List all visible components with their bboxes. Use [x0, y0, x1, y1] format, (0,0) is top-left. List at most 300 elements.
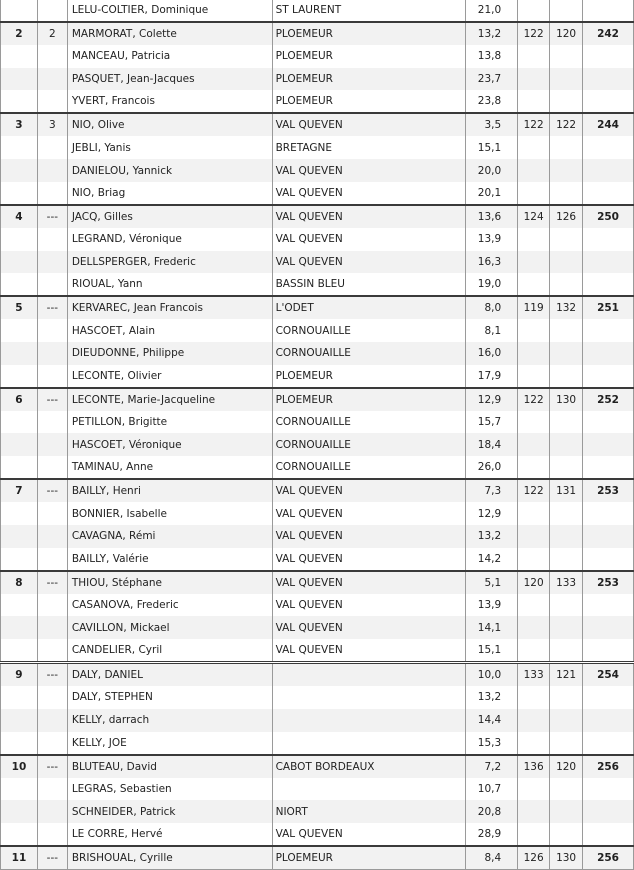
rank-cell — [1, 525, 38, 548]
club-name: VAL QUEVEN — [272, 616, 466, 639]
club-name: VAL QUEVEN — [272, 228, 466, 251]
rank-cell — [1, 136, 38, 159]
rank-cell — [1, 159, 38, 182]
round1-score — [518, 639, 550, 663]
table-row — [1, 616, 634, 639]
round2-score — [550, 548, 583, 571]
round2-score — [550, 136, 583, 159]
club-name: VAL QUEVEN — [272, 159, 466, 182]
table-row — [1, 68, 634, 91]
rank-cell — [1, 502, 38, 525]
player-name: JEBLI, Yanis — [67, 136, 272, 159]
player-name: LECONTE, Olivier — [67, 365, 272, 388]
table-row — [1, 342, 634, 365]
total-score — [583, 778, 634, 801]
table-row — [1, 594, 634, 617]
handicap-index: 10,0 — [466, 663, 518, 687]
rank-cell: 6 — [1, 388, 38, 411]
total-score — [583, 342, 634, 365]
player-name: HASCOET, Véronique — [67, 433, 272, 456]
rank-cell: 4 — [1, 205, 38, 228]
club-name — [272, 663, 466, 687]
rank-cell — [1, 686, 38, 709]
team-first-row — [1, 663, 634, 687]
round2-score — [550, 342, 583, 365]
team-first-row — [1, 22, 634, 45]
table-row — [1, 319, 634, 342]
round1-score: 119 — [518, 296, 550, 319]
rank-cell — [1, 778, 38, 801]
round2-score — [550, 90, 583, 113]
table-row — [1, 45, 634, 68]
round2-score — [550, 823, 583, 846]
round1-score — [518, 68, 550, 91]
previous-rank-cell — [37, 68, 67, 91]
round1-score: 120 — [518, 571, 550, 594]
previous-rank-cell: --- — [37, 755, 67, 778]
club-name: PLOEMEUR — [272, 388, 466, 411]
rank-cell — [1, 365, 38, 388]
player-name: HASCOET, Alain — [67, 319, 272, 342]
round2-score — [550, 616, 583, 639]
total-score — [583, 709, 634, 732]
round1-score: 133 — [518, 663, 550, 687]
player-name: MANCEAU, Patricia — [67, 45, 272, 68]
round1-score — [518, 502, 550, 525]
round1-score — [518, 159, 550, 182]
player-name: BLUTEAU, David — [67, 755, 272, 778]
handicap-index: 3,5 — [466, 113, 518, 136]
club-name: CORNOUAILLE — [272, 342, 466, 365]
team-first-row — [1, 205, 634, 228]
previous-rank-cell — [37, 525, 67, 548]
handicap-index: 7,3 — [466, 479, 518, 502]
player-name: KELLY, JOE — [67, 732, 272, 755]
table-row — [1, 365, 634, 388]
player-name: LEGRAS, Sebastien — [67, 778, 272, 801]
club-name: VAL QUEVEN — [272, 182, 466, 205]
total-score — [583, 800, 634, 823]
round1-score: 122 — [518, 388, 550, 411]
club-name: NIORT — [272, 800, 466, 823]
previous-rank-cell: --- — [37, 205, 67, 228]
previous-rank-cell — [37, 594, 67, 617]
total-score — [583, 90, 634, 113]
team-first-row — [1, 296, 634, 319]
team-first-row — [1, 846, 634, 870]
previous-rank-cell: --- — [37, 296, 67, 319]
handicap-index: 14,2 — [466, 548, 518, 571]
club-name: VAL QUEVEN — [272, 525, 466, 548]
round1-score — [518, 273, 550, 296]
round1-score — [518, 90, 550, 113]
round2-score — [550, 251, 583, 274]
rank-cell — [1, 800, 38, 823]
club-name: VAL QUEVEN — [272, 251, 466, 274]
club-name — [272, 709, 466, 732]
rank-cell — [1, 616, 38, 639]
round1-score — [518, 182, 550, 205]
table-row — [1, 800, 634, 823]
round2-score — [550, 68, 583, 91]
club-name: BRETAGNE — [272, 136, 466, 159]
total-score — [583, 182, 634, 205]
total-score: 244 — [583, 113, 634, 136]
previous-rank-cell — [37, 411, 67, 434]
results-body — [1, 0, 634, 869]
rank-cell — [1, 251, 38, 274]
round1-score — [518, 709, 550, 732]
previous-rank-cell — [37, 159, 67, 182]
previous-rank-cell — [37, 182, 67, 205]
previous-rank-cell — [37, 502, 67, 525]
handicap-index: 14,4 — [466, 709, 518, 732]
round1-score: 136 — [518, 755, 550, 778]
total-score — [583, 548, 634, 571]
club-name: CORNOUAILLE — [272, 411, 466, 434]
round1-score — [518, 342, 550, 365]
round2-score — [550, 525, 583, 548]
table-row — [1, 159, 634, 182]
table-row — [1, 228, 634, 251]
table-row — [1, 502, 634, 525]
round2-score — [550, 319, 583, 342]
player-name: PASQUET, Jean-Jacques — [67, 68, 272, 91]
handicap-index: 13,2 — [466, 525, 518, 548]
player-name: NIO, Briag — [67, 182, 272, 205]
previous-rank-cell — [37, 823, 67, 846]
handicap-index: 8,4 — [466, 846, 518, 870]
club-name: VAL QUEVEN — [272, 594, 466, 617]
previous-rank-cell — [37, 548, 67, 571]
club-name: PLOEMEUR — [272, 365, 466, 388]
handicap-index: 13,9 — [466, 594, 518, 617]
handicap-index: 21,0 — [466, 0, 518, 22]
handicap-index: 18,4 — [466, 433, 518, 456]
table-row — [1, 251, 634, 274]
handicap-index: 15,1 — [466, 639, 518, 663]
round2-score: 121 — [550, 663, 583, 687]
club-name: PLOEMEUR — [272, 90, 466, 113]
team-first-row — [1, 571, 634, 594]
round2-score: 131 — [550, 479, 583, 502]
club-name — [272, 732, 466, 755]
player-name: JACQ, Gilles — [67, 205, 272, 228]
handicap-index: 8,0 — [466, 296, 518, 319]
total-score: 256 — [583, 846, 634, 870]
round1-score — [518, 433, 550, 456]
rank-cell — [1, 228, 38, 251]
club-name: PLOEMEUR — [272, 846, 466, 870]
player-name: CAVILLON, Mickael — [67, 616, 272, 639]
round2-score — [550, 502, 583, 525]
total-score — [583, 686, 634, 709]
previous-rank-cell: --- — [37, 388, 67, 411]
round1-score: 124 — [518, 205, 550, 228]
total-score: 253 — [583, 571, 634, 594]
total-score — [583, 411, 634, 434]
round1-score — [518, 136, 550, 159]
previous-rank-cell: --- — [37, 663, 67, 687]
previous-rank-cell — [37, 136, 67, 159]
handicap-index: 23,7 — [466, 68, 518, 91]
player-name: BAILLY, Valérie — [67, 548, 272, 571]
team-first-row — [1, 388, 634, 411]
handicap-index: 26,0 — [466, 456, 518, 479]
handicap-index: 13,9 — [466, 228, 518, 251]
table-row — [1, 548, 634, 571]
previous-rank-cell: 2 — [37, 22, 67, 45]
player-name: BONNIER, Isabelle — [67, 502, 272, 525]
player-name: DALY, STEPHEN — [67, 686, 272, 709]
round2-score — [550, 594, 583, 617]
rank-cell — [1, 548, 38, 571]
table-row — [1, 433, 634, 456]
club-name: VAL QUEVEN — [272, 823, 466, 846]
handicap-index: 20,1 — [466, 182, 518, 205]
player-name: BAILLY, Henri — [67, 479, 272, 502]
player-name: KELLY, darrach — [67, 709, 272, 732]
total-score: 242 — [583, 22, 634, 45]
handicap-index: 20,0 — [466, 159, 518, 182]
previous-rank-cell — [37, 319, 67, 342]
round1-score — [518, 0, 550, 22]
round2-score: 120 — [550, 22, 583, 45]
previous-rank-cell — [37, 778, 67, 801]
total-score — [583, 616, 634, 639]
round2-score — [550, 228, 583, 251]
club-name: CORNOUAILLE — [272, 433, 466, 456]
total-score: 256 — [583, 755, 634, 778]
rank-cell: 11 — [1, 846, 38, 870]
total-score: 252 — [583, 388, 634, 411]
rank-cell — [1, 0, 38, 22]
club-name: ST LAURENT — [272, 0, 466, 22]
rank-cell: 9 — [1, 663, 38, 687]
round2-score — [550, 0, 583, 22]
total-score — [583, 0, 634, 22]
round2-score: 132 — [550, 296, 583, 319]
rank-cell — [1, 823, 38, 846]
previous-rank-cell — [37, 800, 67, 823]
handicap-index: 16,0 — [466, 342, 518, 365]
club-name: VAL QUEVEN — [272, 113, 466, 136]
previous-rank-cell — [37, 45, 67, 68]
total-score — [583, 136, 634, 159]
rank-cell — [1, 45, 38, 68]
total-score: 254 — [583, 663, 634, 687]
table-row — [1, 456, 634, 479]
round1-score — [518, 800, 550, 823]
round2-score — [550, 709, 583, 732]
round2-score — [550, 273, 583, 296]
table-row — [1, 778, 634, 801]
handicap-index: 13,8 — [466, 45, 518, 68]
round2-score — [550, 732, 583, 755]
total-score: 250 — [583, 205, 634, 228]
round2-score — [550, 800, 583, 823]
round1-score — [518, 411, 550, 434]
club-name: CORNOUAILLE — [272, 456, 466, 479]
player-name: MARMORAT, Colette — [67, 22, 272, 45]
previous-rank-cell — [37, 273, 67, 296]
round1-score — [518, 365, 550, 388]
previous-rank-cell — [37, 639, 67, 663]
rank-cell: 5 — [1, 296, 38, 319]
handicap-index: 28,9 — [466, 823, 518, 846]
club-name: BASSIN BLEU — [272, 273, 466, 296]
table-row — [1, 639, 634, 663]
round1-score — [518, 45, 550, 68]
total-score — [583, 228, 634, 251]
handicap-index: 12,9 — [466, 502, 518, 525]
round1-score — [518, 732, 550, 755]
club-name — [272, 686, 466, 709]
team-first-row — [1, 0, 634, 22]
player-name: SCHNEIDER, Patrick — [67, 800, 272, 823]
player-name: KERVAREC, Jean Francois — [67, 296, 272, 319]
handicap-index: 14,1 — [466, 616, 518, 639]
handicap-index: 17,9 — [466, 365, 518, 388]
club-name: VAL QUEVEN — [272, 639, 466, 663]
total-score — [583, 319, 634, 342]
player-name: DANIELOU, Yannick — [67, 159, 272, 182]
club-name: VAL QUEVEN — [272, 571, 466, 594]
player-name: CAVAGNA, Rémi — [67, 525, 272, 548]
handicap-index: 15,7 — [466, 411, 518, 434]
total-score — [583, 525, 634, 548]
total-score — [583, 594, 634, 617]
round1-score — [518, 823, 550, 846]
club-name — [272, 778, 466, 801]
round1-score — [518, 616, 550, 639]
round2-score: 120 — [550, 755, 583, 778]
round1-score: 122 — [518, 22, 550, 45]
club-name: VAL QUEVEN — [272, 502, 466, 525]
previous-rank-cell — [37, 90, 67, 113]
player-name: DIEUDONNE, Philippe — [67, 342, 272, 365]
round2-score: 130 — [550, 388, 583, 411]
club-name: PLOEMEUR — [272, 68, 466, 91]
rank-cell — [1, 411, 38, 434]
handicap-index: 8,1 — [466, 319, 518, 342]
previous-rank-cell — [37, 732, 67, 755]
handicap-index: 10,7 — [466, 778, 518, 801]
previous-rank-cell — [37, 709, 67, 732]
table-row — [1, 90, 634, 113]
round2-score — [550, 686, 583, 709]
handicap-index: 23,8 — [466, 90, 518, 113]
round2-score — [550, 159, 583, 182]
round1-score: 126 — [518, 846, 550, 870]
total-score — [583, 251, 634, 274]
handicap-index: 13,2 — [466, 686, 518, 709]
handicap-index: 20,8 — [466, 800, 518, 823]
previous-rank-cell: 3 — [37, 113, 67, 136]
club-name: PLOEMEUR — [272, 22, 466, 45]
total-score — [583, 273, 634, 296]
club-name: L'ODET — [272, 296, 466, 319]
round2-score — [550, 778, 583, 801]
previous-rank-cell — [37, 686, 67, 709]
handicap-index: 13,2 — [466, 22, 518, 45]
round2-score — [550, 456, 583, 479]
rank-cell — [1, 433, 38, 456]
rank-cell — [1, 273, 38, 296]
previous-rank-cell — [37, 228, 67, 251]
handicap-index: 13,6 — [466, 205, 518, 228]
rank-cell — [1, 732, 38, 755]
rank-cell: 3 — [1, 113, 38, 136]
table-row — [1, 732, 634, 755]
round2-score — [550, 411, 583, 434]
rank-cell — [1, 594, 38, 617]
table-row — [1, 411, 634, 434]
round2-score — [550, 365, 583, 388]
table-row — [1, 709, 634, 732]
handicap-index: 15,1 — [466, 136, 518, 159]
round1-score — [518, 686, 550, 709]
round1-score — [518, 548, 550, 571]
rank-cell — [1, 342, 38, 365]
club-name: VAL QUEVEN — [272, 205, 466, 228]
round1-score: 122 — [518, 479, 550, 502]
table-row — [1, 686, 634, 709]
table-row — [1, 823, 634, 846]
club-name: VAL QUEVEN — [272, 479, 466, 502]
handicap-index: 7,2 — [466, 755, 518, 778]
player-name: NIO, Olive — [67, 113, 272, 136]
round1-score — [518, 778, 550, 801]
handicap-index: 19,0 — [466, 273, 518, 296]
rank-cell: 2 — [1, 22, 38, 45]
total-score — [583, 45, 634, 68]
table-row — [1, 136, 634, 159]
total-score — [583, 732, 634, 755]
total-score — [583, 639, 634, 663]
previous-rank-cell: --- — [37, 571, 67, 594]
club-name: CORNOUAILLE — [272, 319, 466, 342]
round2-score — [550, 182, 583, 205]
handicap-index: 12,9 — [466, 388, 518, 411]
table-row — [1, 182, 634, 205]
round1-score: 122 — [518, 113, 550, 136]
previous-rank-cell — [37, 456, 67, 479]
previous-rank-cell — [37, 616, 67, 639]
round1-score — [518, 228, 550, 251]
total-score — [583, 823, 634, 846]
player-name: DELLSPERGER, Frederic — [67, 251, 272, 274]
total-score — [583, 433, 634, 456]
team-first-row — [1, 755, 634, 778]
player-name: RIOUAL, Yann — [67, 273, 272, 296]
rank-cell — [1, 68, 38, 91]
previous-rank-cell — [37, 342, 67, 365]
total-score — [583, 159, 634, 182]
round1-score — [518, 319, 550, 342]
rank-cell — [1, 182, 38, 205]
player-name: LECONTE, Marie-Jacqueline — [67, 388, 272, 411]
rank-cell — [1, 456, 38, 479]
previous-rank-cell: --- — [37, 479, 67, 502]
handicap-index: 5,1 — [466, 571, 518, 594]
player-name: DALY, DANIEL — [67, 663, 272, 687]
club-name: VAL QUEVEN — [272, 548, 466, 571]
previous-rank-cell — [37, 251, 67, 274]
rank-cell — [1, 709, 38, 732]
total-score: 253 — [583, 479, 634, 502]
team-first-row — [1, 479, 634, 502]
